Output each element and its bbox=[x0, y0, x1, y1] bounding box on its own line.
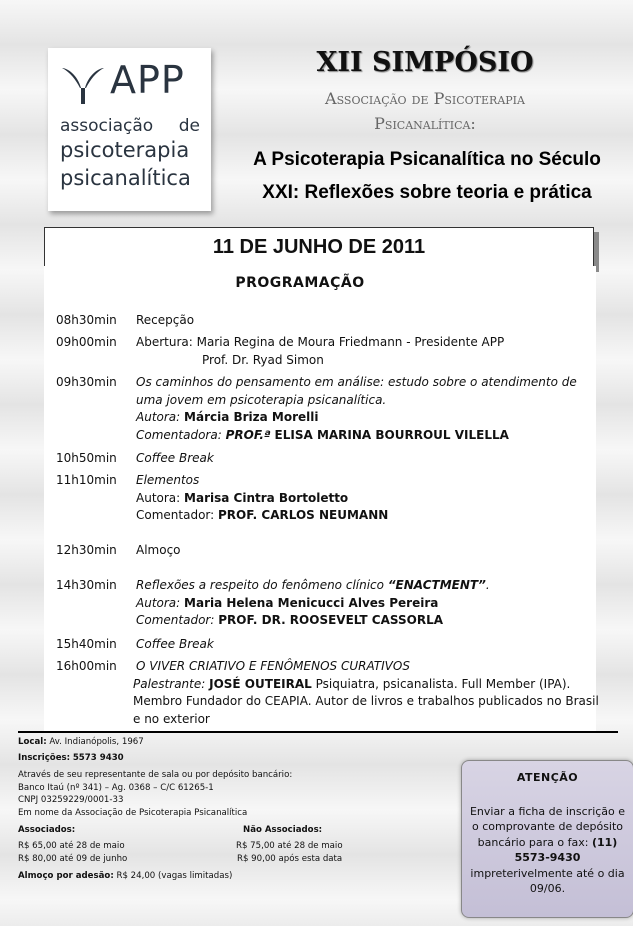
logo-line-2: psicoterapia bbox=[60, 138, 190, 162]
row-text: Almoço bbox=[136, 543, 181, 557]
nonassoc-label: Não Associados: bbox=[243, 825, 323, 835]
author-name: Márcia Briza Morelli bbox=[184, 410, 319, 424]
app-logo-mark-icon bbox=[60, 62, 106, 106]
attention-text-2: impreterivelmente até o dia 09/06. bbox=[470, 866, 625, 895]
payment-line-1: Através de seu representante de sala ou por depósito bancário: bbox=[18, 770, 293, 780]
row-time: 09h30min bbox=[56, 375, 117, 389]
talk-speaker bbox=[133, 676, 603, 729]
talk-title-text: Reflexões a respeito do fenômeno clínico bbox=[136, 578, 384, 592]
local-label: Local: bbox=[18, 737, 47, 747]
row-time: 12h30min bbox=[56, 543, 117, 557]
author-label: Autora: bbox=[136, 490, 181, 505]
author-label: Autora: bbox=[136, 410, 181, 424]
lunch-info bbox=[18, 870, 232, 883]
logo-app-text: APP bbox=[110, 58, 185, 102]
talk-author bbox=[136, 595, 596, 613]
row-text bbox=[136, 577, 596, 630]
logo-line-1a: associação bbox=[60, 116, 154, 136]
row-text: Coffee Break bbox=[136, 451, 214, 465]
assoc-label: Associados: bbox=[18, 825, 76, 835]
speaker-name: JOSÉ OUTEIRAL bbox=[209, 676, 312, 691]
nonassoc-price-2: R$ 90,00 após esta data bbox=[237, 853, 343, 864]
theme-line-1: A Psicoterapia Psicanalítica no Século bbox=[253, 149, 601, 170]
talk-title-emphasis: “ENACTMENT” bbox=[387, 578, 486, 592]
row-time: 10h50min bbox=[56, 451, 117, 465]
lunch-value: R$ 24,00 (vagas limitadas) bbox=[116, 871, 233, 881]
attention-fax: (11) 5573-9430 bbox=[514, 835, 618, 864]
talk-title: Os caminhos do pensamento em análise: estudo sobre o atendimento de uma jovem em psicoterapia psicanalítica. bbox=[136, 375, 577, 407]
author-name: Marisa Cintra Bortoletto bbox=[184, 490, 349, 505]
organization-name bbox=[225, 86, 625, 136]
opening-line-2: Prof. Dr. Ryad Simon bbox=[202, 352, 324, 367]
theme-line-2: XXI: Reflexões sobre teoria e prática bbox=[262, 182, 592, 203]
talk-title: Elementos bbox=[136, 473, 200, 487]
attention-body bbox=[468, 804, 627, 897]
attention-box bbox=[461, 760, 633, 918]
row-time: 16h00min bbox=[56, 659, 117, 673]
commentator-name: ELISA MARINA BOURROUL VILELLA bbox=[274, 427, 509, 442]
logo-line-3: psicanalítica bbox=[60, 166, 191, 190]
app-logo bbox=[48, 48, 211, 211]
row-text bbox=[136, 334, 596, 369]
row-time: 08h30min bbox=[56, 313, 117, 327]
org-line-1: Associação de Psicoterapia bbox=[325, 89, 525, 108]
nonassoc-price-1: R$ 75,00 até 28 de maio bbox=[236, 841, 343, 851]
commentator-name: PROF. CARLOS NEUMANN bbox=[218, 508, 389, 522]
talk-commentator bbox=[136, 612, 596, 630]
commentator-label: Comentadora: bbox=[136, 427, 222, 442]
assoc-price-2: R$ 80,00 até 09 de junho bbox=[18, 853, 128, 864]
speaker-bio: Psiquiatra, psicanalista. Full Member (IPA). Membro Fundador do CEAPIA. Autor de livros e trabalhos publicados no Brasil e no exterior bbox=[133, 676, 599, 726]
payment-line-2: Banco Itaú (nº 341) – Ag. 0368 – C/C 61265-1 bbox=[18, 782, 214, 793]
row-text bbox=[136, 374, 596, 444]
talk-title: O VIVER CRIATIVO E FENÔMENOS CURATIVOS bbox=[136, 659, 410, 673]
payment-line-4: Em nome da Associação de Psicoterapia Psicanalítica bbox=[18, 807, 248, 818]
logo-line-1b: de bbox=[178, 116, 200, 136]
row-time: 11h10min bbox=[56, 473, 117, 487]
payment-line-3: CNPJ 03259229/0001-33 bbox=[18, 795, 124, 805]
row-text: Coffee Break bbox=[136, 637, 214, 651]
talk-commentator bbox=[136, 507, 596, 525]
assoc-prices bbox=[18, 840, 127, 865]
local-value: Av. Indianópolis, 1967 bbox=[49, 737, 144, 747]
commentator-label: Comentador: bbox=[136, 508, 215, 522]
row-text bbox=[136, 472, 596, 525]
author-label: Autora: bbox=[136, 595, 181, 610]
footer-inscricoes bbox=[18, 752, 124, 765]
event-date: 11 DE JUNHO DE 2011 bbox=[44, 227, 594, 267]
nonassoc-prices bbox=[236, 840, 343, 865]
lunch-label: Almoço por adesão: bbox=[18, 871, 114, 881]
commentator-label: Comentador: bbox=[136, 613, 215, 627]
payment-info bbox=[18, 769, 292, 819]
row-text bbox=[133, 658, 603, 728]
commentator-prefix: PROF.ª bbox=[225, 427, 271, 442]
footer-local bbox=[18, 736, 144, 749]
row-time: 15h40min bbox=[56, 637, 117, 651]
author-name: Maria Helena Menicucci Alves Pereira bbox=[184, 595, 439, 610]
program-title: PROGRAMAÇÃO bbox=[235, 275, 365, 291]
attention-text-1: Enviar a ficha de inscrição e o comprovante de depósito bancário para o fax: bbox=[469, 804, 626, 849]
assoc-price-1: R$ 65,00 até 28 de maio bbox=[18, 841, 125, 851]
row-text: Recepção bbox=[136, 313, 195, 327]
talk-title bbox=[136, 577, 596, 595]
insc-label: Inscrições: bbox=[18, 753, 71, 763]
symposium-title: XII SIMPÓSIO bbox=[316, 47, 534, 78]
talk-author bbox=[136, 490, 596, 508]
attention-title: ATENÇÃO bbox=[516, 771, 579, 784]
talk-author bbox=[136, 409, 596, 427]
symposium-theme bbox=[222, 143, 632, 209]
opening-line: Abertura: Maria Regina de Moura Friedmann - Presidente APP bbox=[136, 335, 505, 349]
footer-divider bbox=[18, 731, 618, 733]
talk-commentator bbox=[136, 427, 596, 445]
row-time: 09h00min bbox=[56, 335, 117, 349]
commentator-name: PROF. DR. ROOSEVELT CASSORLA bbox=[218, 613, 444, 627]
logo-line-1 bbox=[60, 116, 200, 136]
speaker-label: Palestrante: bbox=[133, 676, 206, 691]
talk-title-end: . bbox=[485, 578, 490, 592]
org-line-2: Psicanalítica: bbox=[374, 114, 476, 133]
insc-value: 5573 9430 bbox=[72, 753, 124, 763]
row-time: 14h30min bbox=[56, 578, 117, 592]
